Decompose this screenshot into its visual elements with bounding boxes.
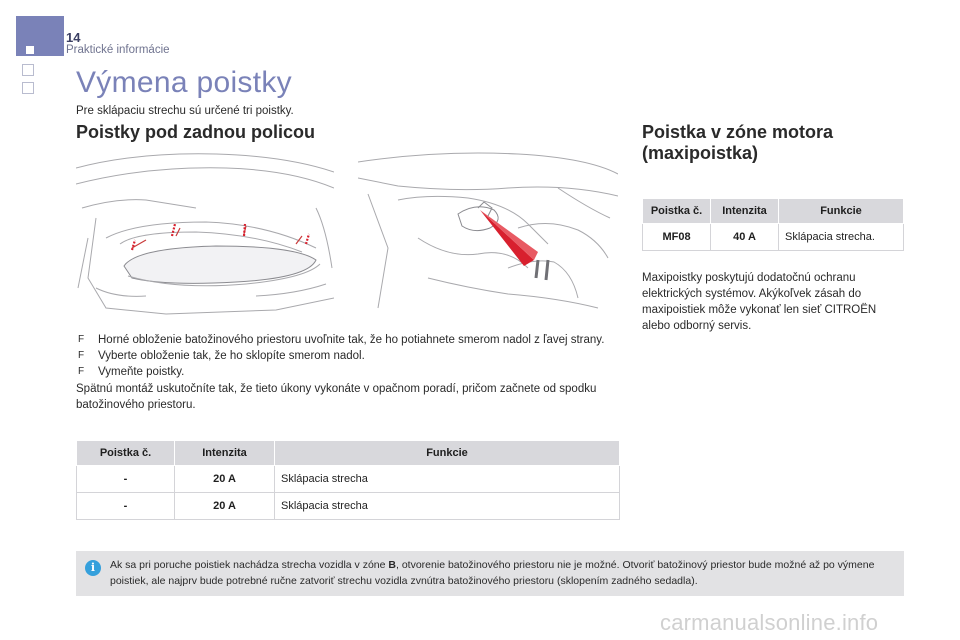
- heading-engine-maxifuse: Poistka v zóne motora (maxipoistka): [642, 122, 834, 163]
- section-label: Praktické informácie: [66, 44, 170, 56]
- step-marker: F: [78, 350, 85, 361]
- instructions: [76, 332, 616, 413]
- cell-rating: 20 A: [175, 466, 275, 493]
- rear-fuse-table: [76, 440, 620, 520]
- cell-function: Sklápacia strecha: [275, 466, 620, 493]
- col-rating: Intenzita: [711, 199, 779, 224]
- watermark: carmanualsonline.info: [660, 610, 879, 635]
- step-3: [76, 364, 616, 380]
- step-2-text: Vyberte obloženie tak, že ho sklopíte smerom nadol.: [98, 350, 365, 362]
- step-marker: F: [78, 334, 85, 345]
- zone-label: B: [388, 559, 396, 571]
- info-text-after: , otvorenie batožinového priestoru nie je možné. Otvoriť batožinový priestor bude možné až po výmene poistiek, ale najprv bude potrebné ručne zatvoriť strechu vozidla zvnútra batožinového priestoru (sklopením zadného sedadla).: [110, 559, 875, 587]
- cell-rating: 20 A: [175, 493, 275, 520]
- step-marker: F: [78, 366, 85, 377]
- step-2: [76, 348, 616, 364]
- maxifuse-table: [642, 198, 904, 251]
- col-function: Funkcie: [275, 441, 620, 466]
- table-header-row: [643, 199, 904, 224]
- table-row: [77, 466, 620, 493]
- col-function: Funkcie: [779, 199, 904, 224]
- table-row: [77, 493, 620, 520]
- intro-text: Pre sklápaciu strechu sú určené tri poistky.: [76, 105, 294, 117]
- cell-fuse-number: -: [77, 466, 175, 493]
- step-1-text: Horné obloženie batožinového priestoru uvoľnite tak, že ho potiahnete smerom nadol z ľavej strany.: [98, 334, 605, 346]
- info-text: [110, 557, 900, 589]
- page-title: Výmena poistky: [76, 66, 292, 99]
- heading-rear-shelf-fuses: Poistky pod zadnou policou: [76, 122, 316, 142]
- rear-shelf-illustration: [76, 148, 334, 318]
- maxifuse-note: Maxipoistky poskytujú dodatočnú ochranu elektrických systémov. Akýkoľvek zásah do maxipoistiek môže vykonať len sieť CITROËN alebo odborný servis.: [642, 272, 877, 332]
- info-text-before: Ak sa pri poruche poistiek nachádza strecha vozidla v zóne: [110, 559, 389, 571]
- step-3-text: Vymeňte poistky.: [98, 366, 185, 378]
- table-header-row: [77, 441, 620, 466]
- info-box: [76, 551, 904, 596]
- step-1: [76, 332, 616, 348]
- cell-function: Sklápacia strecha.: [779, 224, 904, 251]
- col-fuse-number: Poistka č.: [77, 441, 175, 466]
- cell-function: Sklápacia strecha: [275, 493, 620, 520]
- info-icon: i: [85, 560, 101, 576]
- remount-text: Spätnú montáž uskutočníte tak, že tieto úkony vykonáte v opačnom poradí, pričom začnete od spodku batožinového priestoru.: [76, 383, 597, 411]
- table-row: [643, 224, 904, 251]
- col-rating: Intenzita: [175, 441, 275, 466]
- cell-fuse-number: -: [77, 493, 175, 520]
- cell-fuse-number: MF08: [643, 224, 711, 251]
- outline-square-2: [22, 82, 34, 94]
- page-number: 14: [66, 30, 81, 45]
- engine-compartment-illustration: [358, 148, 618, 318]
- outline-square-1: [22, 64, 34, 76]
- col-fuse-number: Poistka č.: [643, 199, 711, 224]
- cell-rating: 40 A: [711, 224, 779, 251]
- corner-marker: [16, 16, 64, 56]
